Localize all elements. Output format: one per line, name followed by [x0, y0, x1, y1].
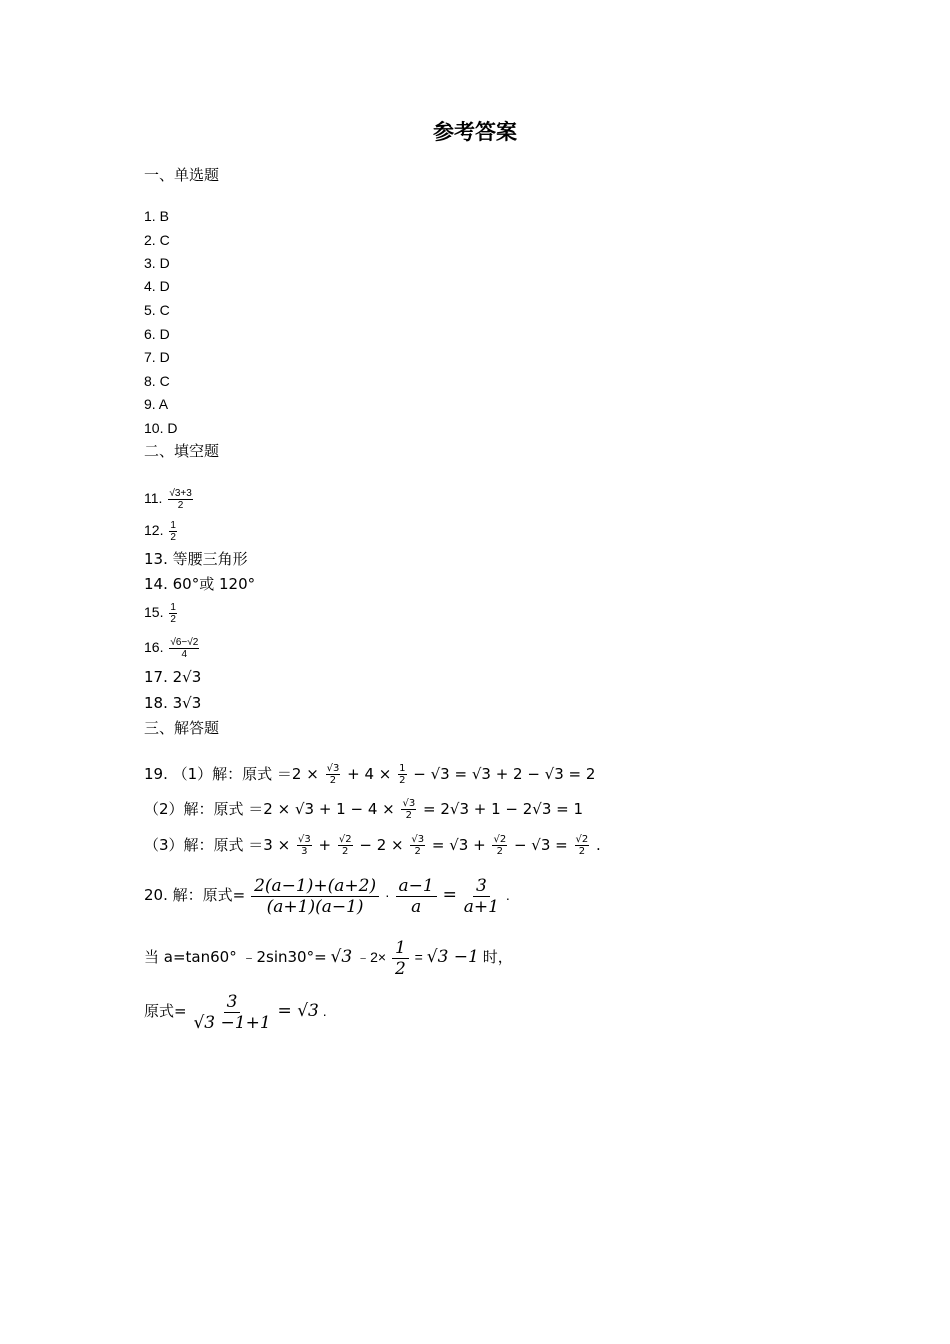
denominator: 4	[181, 649, 188, 660]
choice-answer: 9. A	[144, 396, 169, 412]
choice-answer: 6. D	[144, 326, 170, 342]
fraction	[396, 876, 437, 917]
expr-text: 20. 解：原式=	[144, 886, 246, 905]
solution-20-result	[144, 992, 327, 1033]
expr-text: = √3	[277, 1001, 319, 1022]
denominator: √3 −1+1	[193, 1013, 271, 1033]
fraction	[326, 763, 341, 786]
expr-text: + 4 ×	[347, 765, 392, 783]
fraction	[192, 992, 271, 1033]
expr-text: .	[596, 836, 601, 854]
expr-text: √3 −1	[426, 947, 479, 968]
numerator: √3	[411, 834, 425, 845]
expr-text: +	[318, 836, 332, 854]
denominator: 2	[399, 775, 406, 786]
denominator: 2	[342, 846, 349, 857]
question-label: 12.	[144, 522, 164, 539]
fraction	[575, 834, 590, 857]
fraction	[297, 834, 312, 857]
fill-answer-17: 17. 2√3	[144, 668, 202, 686]
expr-text: ﹣2×	[356, 949, 387, 966]
fill-answer-15	[144, 602, 179, 625]
fill-answer-11	[144, 488, 195, 511]
choice-answer: 7. D	[144, 349, 170, 365]
expr-text: （2）解：原式 ＝2 × √3 + 1 − 4 ×	[144, 800, 395, 818]
denominator: 2	[329, 775, 337, 786]
choice-answer: 8. C	[144, 373, 170, 389]
question-label: 11.	[144, 490, 163, 507]
fraction	[410, 834, 425, 857]
numerator: a−1	[396, 876, 437, 897]
numerator: √2	[493, 834, 507, 845]
solution-19-part2	[144, 798, 583, 821]
denominator: 2	[177, 500, 184, 511]
numerator: 3	[473, 876, 490, 897]
choice-answer: 4. D	[144, 278, 170, 294]
numerator: √6−√2	[170, 637, 199, 648]
question-label: 15.	[144, 604, 164, 621]
fraction	[392, 938, 409, 979]
fraction	[169, 637, 199, 660]
expr-text: =	[414, 949, 423, 966]
numerator: √3	[326, 763, 340, 774]
fill-answer-12	[144, 520, 179, 543]
fraction	[398, 763, 406, 786]
fraction	[338, 834, 353, 857]
fill-answer-13: 13. 等腰三角形	[144, 550, 248, 568]
denominator: 2	[170, 614, 176, 625]
fraction	[251, 876, 379, 917]
numerator: √3	[297, 834, 311, 845]
numerator: 1	[170, 602, 176, 613]
expr-text: − √3 = √3 + 2 − √3 = 2	[413, 765, 596, 783]
numerator: √2	[575, 834, 589, 845]
solution-19-part1	[144, 763, 595, 786]
denominator: 2	[394, 959, 406, 979]
choice-answer: 1. B	[144, 208, 169, 224]
fraction	[463, 876, 500, 917]
choice-answer: 5. C	[144, 302, 170, 318]
denominator: 2	[496, 846, 503, 857]
fraction	[492, 834, 507, 857]
denominator: 2	[414, 846, 421, 857]
expr-text: =	[442, 885, 457, 906]
section-solutions: 三、解答题	[144, 719, 220, 737]
fraction	[168, 488, 192, 511]
denominator: 3	[301, 846, 308, 857]
expr-text: 19. （1）解：原式 ＝2 ×	[144, 765, 319, 783]
choice-answer: 2. C	[144, 232, 170, 248]
expr-text: = √3 +	[431, 836, 486, 854]
choice-answer: 10. D	[144, 420, 178, 436]
denominator: 2	[578, 846, 586, 857]
solution-20-substitute	[144, 938, 513, 979]
numerator: √2	[338, 834, 352, 845]
fill-answer-18: 18. 3√3	[144, 694, 202, 712]
denominator: 2	[170, 532, 176, 543]
expr-text: .	[505, 887, 510, 904]
section-single-choice: 一、单选题	[144, 166, 220, 184]
denominator: 2	[405, 810, 413, 821]
section-fill-in: 二、填空题	[144, 442, 220, 460]
denominator: a+1	[463, 897, 499, 917]
fraction	[169, 602, 177, 625]
denominator: a	[411, 897, 422, 917]
fill-answer-16	[144, 637, 201, 660]
numerator: 1	[170, 520, 176, 531]
page-title: 参考答案	[433, 120, 517, 144]
numerator: √3	[402, 798, 416, 809]
expr-text: .	[322, 1003, 327, 1020]
expr-text: − √3 =	[513, 836, 568, 854]
numerator: √3+3	[169, 488, 192, 499]
expr-text: 原式=	[144, 1002, 187, 1021]
expr-text: ·	[384, 887, 390, 904]
expr-text: 时，	[482, 948, 513, 967]
expr-text: 当 a=tan60° ﹣2sin30°=	[144, 948, 327, 967]
numerator: 1	[399, 763, 406, 774]
solution-20-simplify	[144, 876, 510, 917]
choice-answer: 3. D	[144, 255, 170, 271]
denominator: (a+1)(a−1)	[266, 897, 364, 917]
expr-text: √3	[330, 947, 353, 968]
fraction	[169, 520, 177, 543]
solution-19-part3	[144, 834, 601, 857]
fraction	[401, 798, 416, 821]
question-label: 16.	[144, 639, 164, 656]
numerator: 3	[224, 992, 241, 1013]
expr-text: = 2√3 + 1 − 2√3 = 1	[423, 800, 584, 818]
expr-text: （3）解：原式 ＝3 ×	[144, 836, 291, 854]
expr-text: − 2 ×	[359, 836, 404, 854]
numerator: 2(a−1)+(a+2)	[251, 876, 379, 897]
fill-answer-14: 14. 60°或 120°	[144, 575, 256, 593]
numerator: 1	[392, 938, 409, 959]
